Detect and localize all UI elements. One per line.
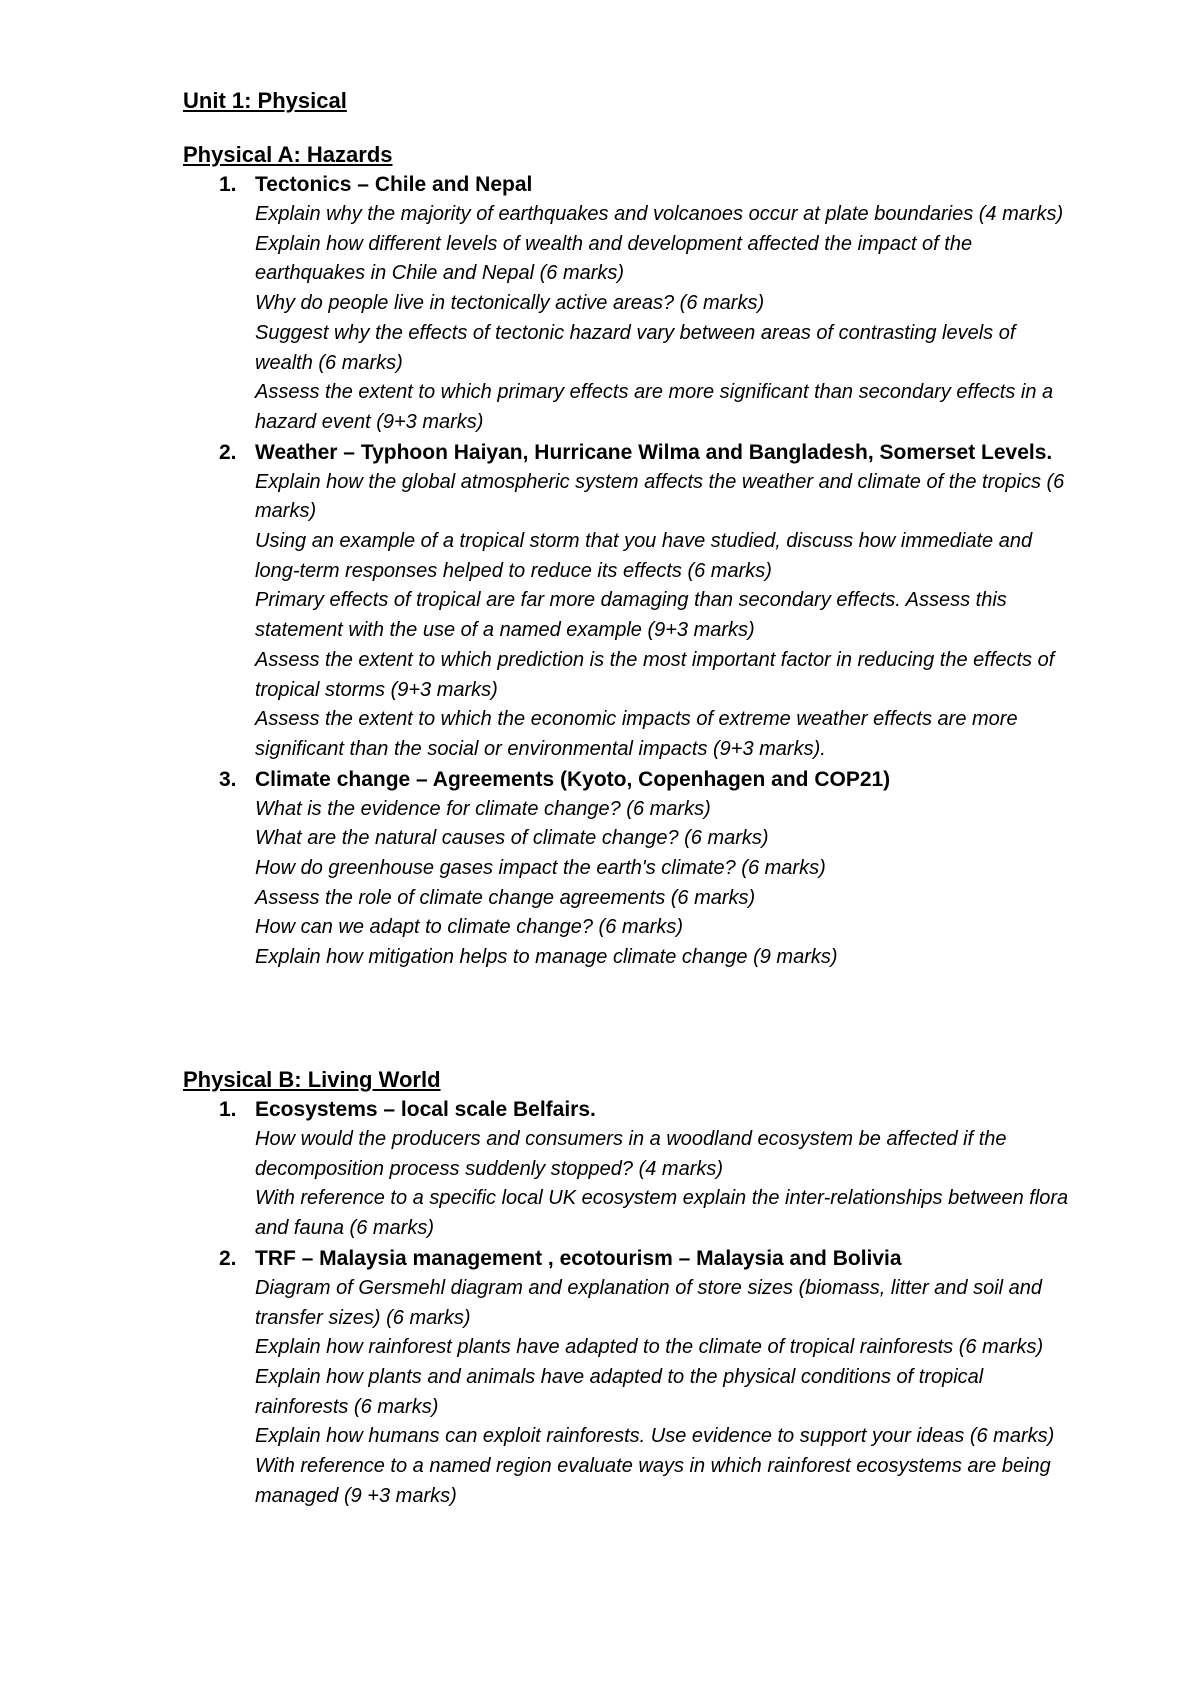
question: Primary effects of tropical are far more damaging than secondary effects. Assess this statement with the use of a named example (9+3 marks) bbox=[255, 589, 1007, 642]
topic-number: 3. bbox=[219, 767, 237, 791]
section-title: Physical B: Living World bbox=[183, 1067, 441, 1092]
topic-item bbox=[183, 1095, 1083, 1244]
topic-title: Climate change – Agreements (Kyoto, Copenhagen and COP21) bbox=[255, 767, 891, 791]
question: Suggest why the effects of tectonic hazard vary between areas of contrasting levels of wealth (6 marks) bbox=[255, 321, 1016, 374]
topic-item bbox=[183, 765, 1083, 973]
question: With reference to a named region evaluate ways in which rainforest ecosystems are being managed (9 +3 marks) bbox=[255, 1455, 1051, 1507]
topic-number: 1. bbox=[219, 1098, 237, 1121]
question: Assess the extent to which the economic impacts of extreme weather effects are more significant than the social or environmental impacts (9+3 marks). bbox=[255, 708, 1018, 760]
topic-list bbox=[183, 170, 1083, 973]
topic-list bbox=[183, 1095, 1083, 1511]
question: Explain how humans can exploit rainforests. Use evidence to support your ideas (6 marks) bbox=[255, 1425, 1055, 1448]
question: How do greenhouse gases impact the earth's climate? (6 marks) bbox=[255, 857, 826, 880]
question: Explain how plants and animals have adapted to the physical conditions of tropical rainforests (6 marks) bbox=[255, 1365, 984, 1418]
question: How would the producers and consumers in a woodland ecosystem be affected if the decomposition process suddenly stopped? (4 marks) bbox=[255, 1128, 1007, 1180]
question: Explain how rainforest plants have adapted to the climate of tropical rainforests (6 marks) bbox=[255, 1336, 1044, 1359]
topic-number: 2. bbox=[219, 440, 237, 464]
question: Diagram of Gersmehl diagram and explanation of store sizes (biomass, litter and soil and transfer sizes) (6 marks) bbox=[255, 1276, 1043, 1329]
question: What is the evidence for climate change? (6 marks) bbox=[255, 797, 711, 820]
topic-item bbox=[183, 170, 1083, 438]
question: Explain why the majority of earthquakes and volcanoes occur at plate boundaries (4 marks) bbox=[255, 203, 1064, 225]
section-physical-b bbox=[183, 1065, 1083, 1511]
section-physical-a bbox=[183, 140, 1083, 973]
unit-title: Unit 1: Physical bbox=[183, 88, 347, 113]
question: Explain how mitigation helps to manage climate change (9 marks) bbox=[255, 946, 838, 969]
topic-title: Tectonics – Chile and Nepal bbox=[255, 173, 533, 196]
question: Assess the extent to which primary effects are more significant than secondary effects in a hazard event (9+3 marks) bbox=[255, 381, 1054, 433]
topic-title: Ecosystems – local scale Belfairs. bbox=[255, 1098, 596, 1121]
topic-title: Weather – Typhoon Haiyan, Hurricane Wilma and Bangladesh, Somerset Levels. bbox=[255, 440, 1053, 464]
question: Explain how the global atmospheric system affects the weather and climate of the tropics (6 marks) bbox=[255, 470, 1065, 523]
topic-number: 1. bbox=[219, 173, 237, 196]
question: Assess the extent to which prediction is the most important factor in reducing the effects of tropical storms (9+3 marks) bbox=[255, 648, 1055, 701]
question: Explain how different levels of wealth and development affected the impact of the earthquakes in Chile and Nepal (6 marks) bbox=[255, 232, 973, 285]
section-title: Physical A: Hazards bbox=[183, 142, 393, 167]
topic-item bbox=[183, 438, 1083, 765]
topic-number: 2. bbox=[219, 1246, 237, 1270]
question: With reference to a specific local UK ecosystem explain the inter-relationships between flora and fauna (6 marks) bbox=[255, 1187, 1069, 1240]
question: Using an example of a tropical storm that you have studied, discuss how immediate and long-term responses helped to reduce its effects (6 marks) bbox=[255, 530, 1033, 582]
topic-item bbox=[183, 1244, 1083, 1512]
question: What are the natural causes of climate change? (6 marks) bbox=[255, 827, 769, 850]
question: Why do people live in tectonically active areas? (6 marks) bbox=[255, 292, 765, 315]
question: Assess the role of climate change agreements (6 marks) bbox=[255, 886, 756, 909]
topic-title: TRF – Malaysia management , ecotourism – Malaysia and Bolivia bbox=[255, 1246, 902, 1270]
question: How can we adapt to climate change? (6 marks) bbox=[255, 916, 683, 939]
